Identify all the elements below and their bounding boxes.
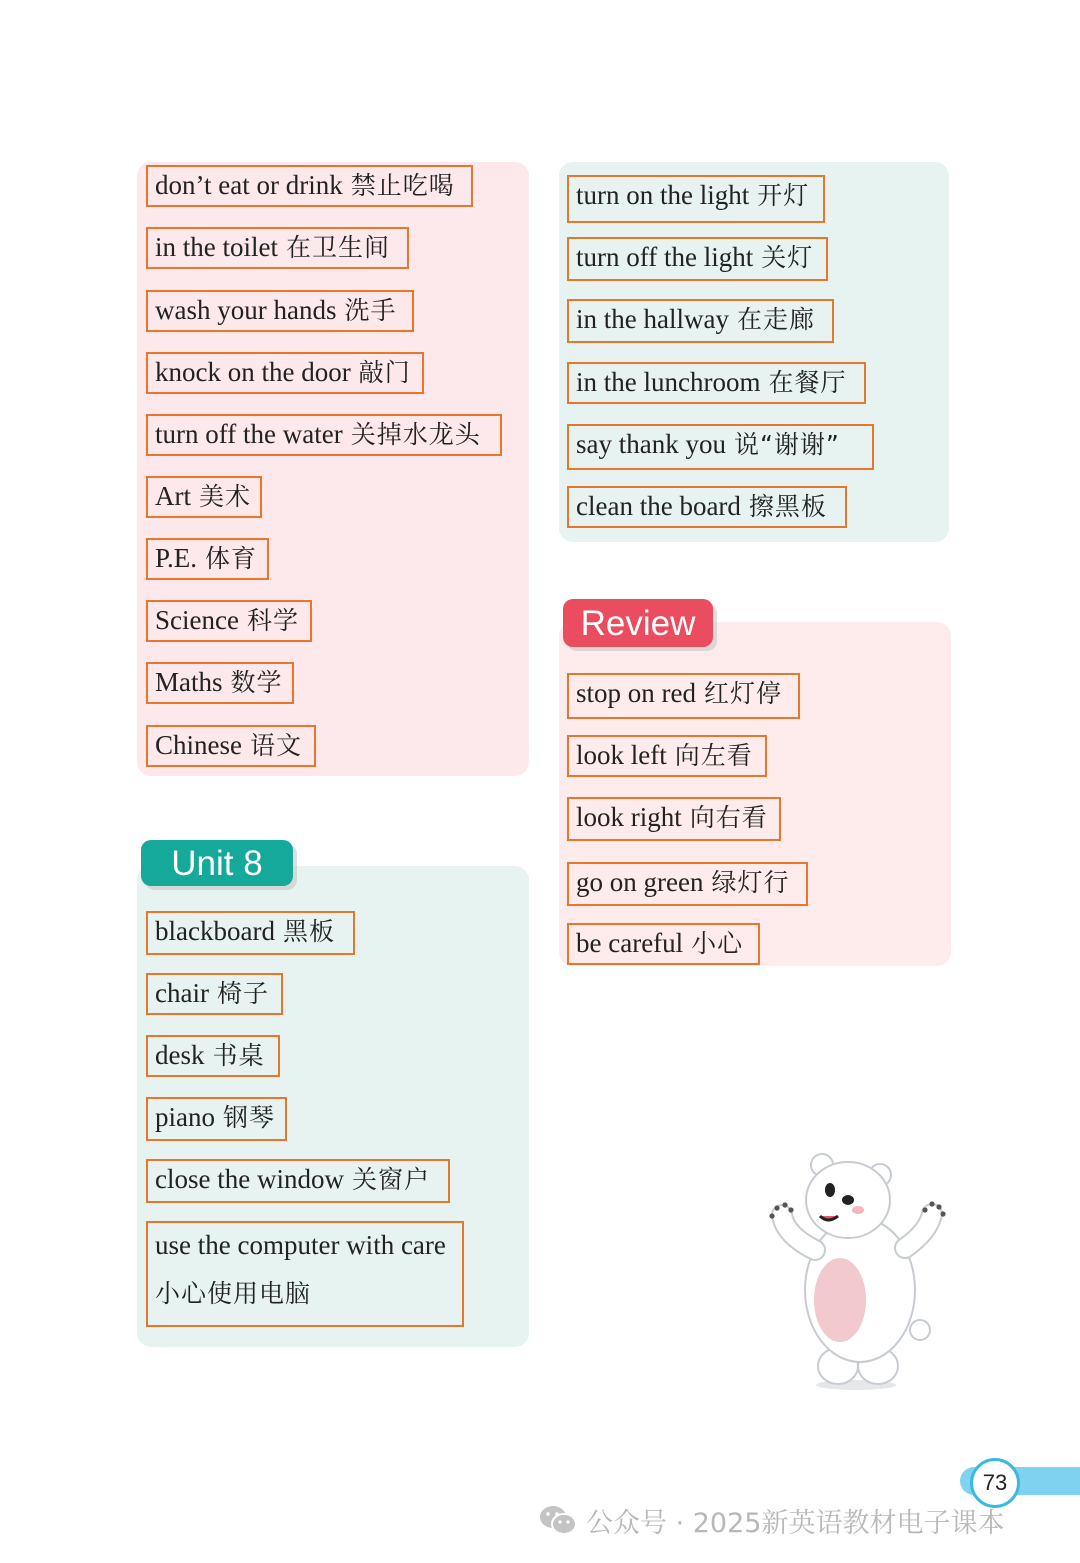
vocab-english: in the hallway bbox=[576, 304, 729, 334]
vocab-item bbox=[567, 797, 781, 841]
vocab-english: go on green bbox=[576, 867, 704, 897]
vocab-chinese: 开灯 bbox=[757, 181, 810, 210]
vocab-item bbox=[146, 1035, 280, 1077]
vocab-chinese: 语文 bbox=[250, 731, 303, 760]
vocab-chinese: 禁止吃喝 bbox=[350, 171, 455, 200]
vocab-english: chair bbox=[155, 978, 209, 1008]
vocab-english: in the toilet bbox=[155, 232, 278, 262]
vocab-english: stop on red bbox=[576, 678, 696, 708]
vocab-item bbox=[567, 424, 874, 470]
vocab-item bbox=[146, 1097, 287, 1141]
vocab-english: Science bbox=[155, 605, 239, 635]
vocab-english: Chinese bbox=[155, 730, 242, 760]
vocab-english: in the lunchroom bbox=[576, 367, 761, 397]
vocab-english: Maths bbox=[155, 667, 223, 697]
vocab-item bbox=[567, 362, 866, 404]
vocab-chinese: 钢琴 bbox=[223, 1103, 276, 1132]
vocab-chinese: 科学 bbox=[246, 606, 299, 635]
watermark-text: 公众号 · 2025新英语教材电子课本 bbox=[586, 1507, 1005, 1539]
polar-bear-illustration bbox=[760, 1140, 950, 1395]
vocab-english: P.E. bbox=[155, 543, 198, 573]
vocab-chinese: 敲门 bbox=[358, 358, 411, 387]
vocab-chinese: 擦黑板 bbox=[748, 492, 827, 521]
vocab-item bbox=[146, 1221, 464, 1327]
vocab-chinese: 美术 bbox=[199, 482, 252, 511]
vocab-item bbox=[146, 600, 312, 642]
vocab-chinese: 说“谢谢” bbox=[733, 430, 840, 459]
vocab-item bbox=[146, 352, 424, 394]
vocab-item bbox=[146, 725, 316, 767]
vocab-chinese: 洗手 bbox=[344, 296, 397, 325]
vocab-item bbox=[567, 673, 800, 719]
vocab-chinese: 黑板 bbox=[282, 917, 335, 946]
vocab-item bbox=[146, 414, 502, 456]
vocab-english: say thank you bbox=[576, 429, 726, 459]
vocab-item bbox=[146, 165, 473, 207]
vocab-item bbox=[146, 476, 262, 518]
review-heading-tag: Review bbox=[563, 599, 713, 647]
unit8-heading-tag: Unit 8 bbox=[141, 840, 293, 886]
vocab-item bbox=[146, 911, 355, 955]
vocab-english: blackboard bbox=[155, 916, 275, 946]
vocab-item bbox=[146, 973, 283, 1015]
vocab-chinese: 小心 bbox=[691, 929, 744, 958]
wechat-icon bbox=[538, 1503, 578, 1537]
vocab-item bbox=[146, 662, 294, 704]
vocab-item bbox=[567, 175, 825, 223]
vocab-chinese: 小心使用电脑 bbox=[155, 1279, 312, 1308]
vocab-english: turn off the water bbox=[155, 419, 343, 449]
vocab-chinese: 红灯停 bbox=[703, 679, 782, 708]
vocab-english: turn off the light bbox=[576, 242, 754, 272]
vocab-chinese: 向左看 bbox=[674, 741, 753, 770]
vocab-chinese: 绿灯行 bbox=[711, 868, 790, 897]
vocab-item bbox=[567, 237, 828, 281]
vocab-item bbox=[567, 299, 834, 343]
vocab-chinese: 在卫生间 bbox=[285, 233, 390, 262]
vocab-english: Art bbox=[155, 481, 191, 511]
vocab-english: be careful bbox=[576, 928, 684, 958]
vocab-english: knock on the door bbox=[155, 357, 351, 387]
vocab-chinese: 体育 bbox=[205, 544, 258, 573]
vocab-item bbox=[567, 923, 760, 965]
vocab-english: look right bbox=[576, 802, 682, 832]
vocab-english: don’t eat or drink bbox=[155, 170, 343, 200]
vocab-item bbox=[567, 735, 767, 777]
vocab-chinese: 书桌 bbox=[212, 1041, 265, 1070]
vocab-chinese: 数学 bbox=[230, 668, 283, 697]
vocab-chinese: 在走廊 bbox=[736, 305, 815, 334]
vocab-english: close the window bbox=[155, 1164, 344, 1194]
vocab-item bbox=[146, 290, 414, 332]
vocab-chinese: 关灯 bbox=[761, 243, 814, 272]
vocab-item bbox=[567, 862, 808, 906]
vocab-item bbox=[146, 1159, 450, 1203]
vocab-item bbox=[146, 538, 269, 580]
vocab-chinese: 在餐厅 bbox=[768, 368, 847, 397]
vocab-english: piano bbox=[155, 1102, 215, 1132]
vocab-english: desk bbox=[155, 1040, 205, 1070]
page-number: 73 bbox=[970, 1458, 1020, 1508]
vocab-english: use the computer with care bbox=[155, 1230, 446, 1260]
vocab-item bbox=[567, 486, 847, 528]
vocab-item bbox=[146, 227, 409, 269]
vocab-english: look left bbox=[576, 740, 667, 770]
vocab-english: wash your hands bbox=[155, 295, 337, 325]
vocab-chinese: 椅子 bbox=[216, 979, 269, 1008]
vocab-chinese: 关掉水龙头 bbox=[350, 420, 481, 449]
vocab-chinese: 关窗户 bbox=[351, 1165, 430, 1194]
watermark bbox=[538, 1500, 1004, 1540]
vocab-chinese: 向右看 bbox=[689, 803, 768, 832]
vocab-english: turn on the light bbox=[576, 180, 750, 210]
vocab-english: clean the board bbox=[576, 491, 741, 521]
